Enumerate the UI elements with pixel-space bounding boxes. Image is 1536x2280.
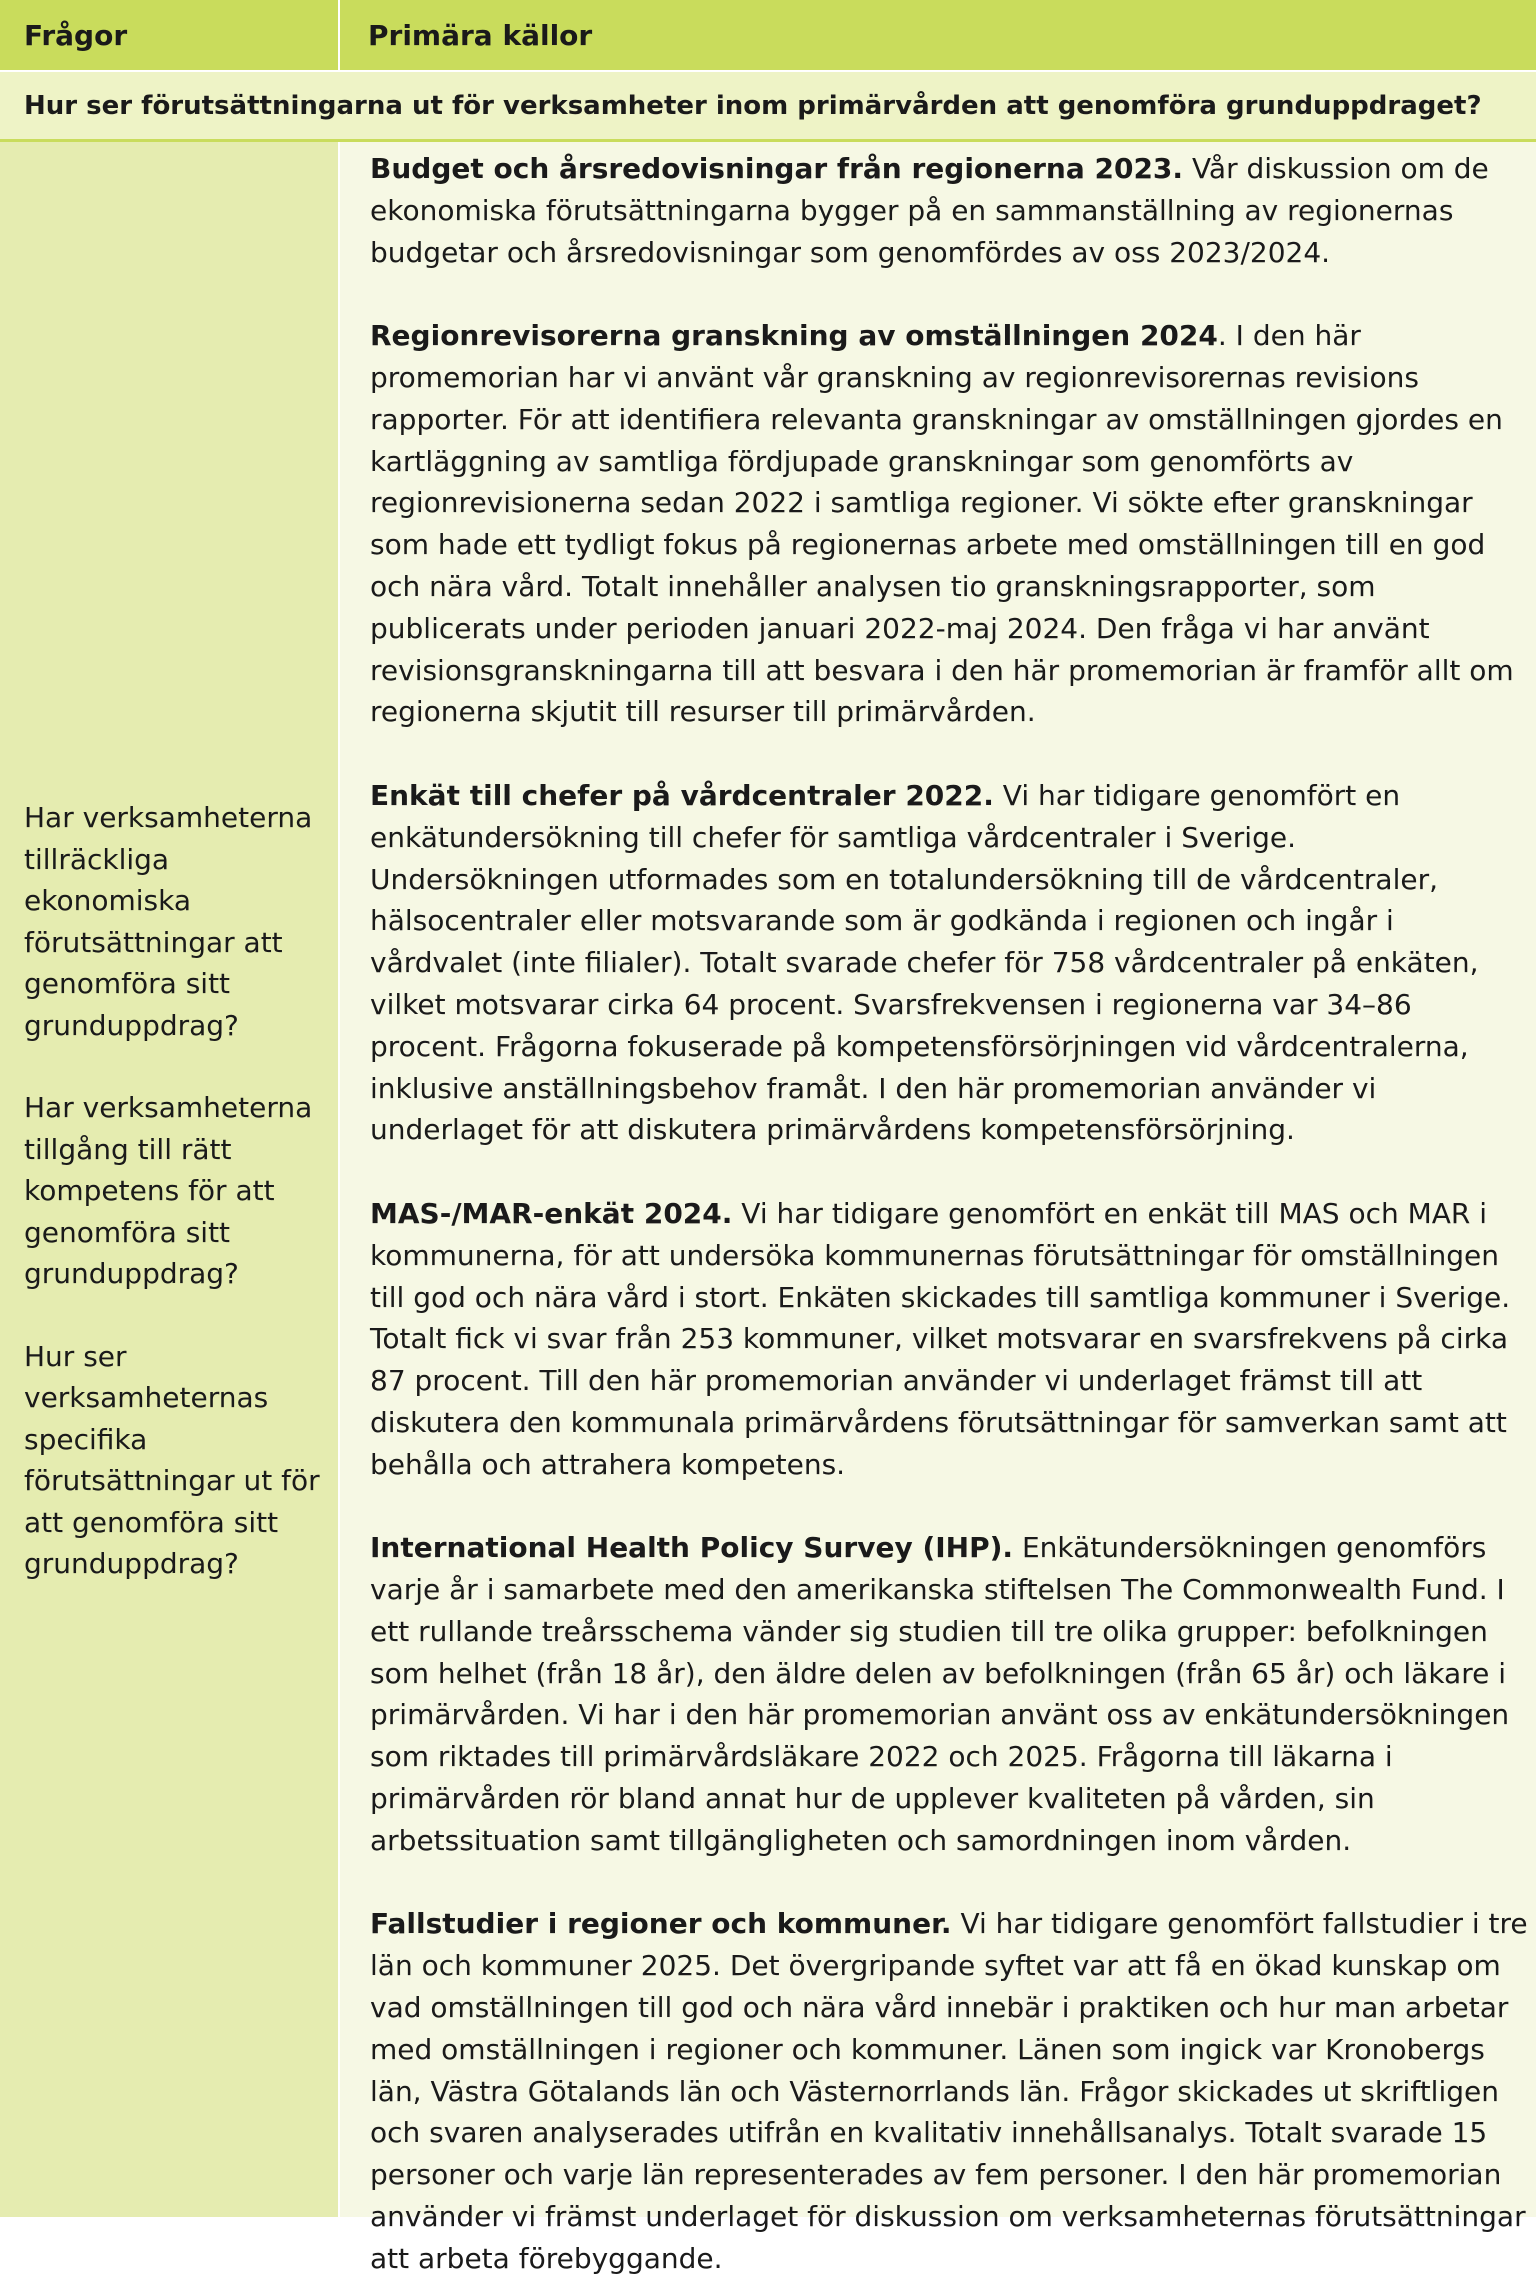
sources-column: [340, 142, 1536, 2275]
question-item: Har verksamheterna tillgång till rätt kompetens för att genomföra sitt grunduppdrag?: [24, 1091, 313, 1290]
source-title: Regionrevisorerna granskning av omställningen 2024: [370, 319, 1218, 353]
source-ihp: [370, 1527, 1528, 1861]
source-title: Fallstudier i regioner och kommuner.: [370, 1907, 952, 1941]
source-budget: [370, 148, 1528, 273]
header-questions: Frågor: [0, 0, 340, 70]
source-text: . I den här promemorian har vi använt vår granskning av regionrevisorernas revisions rapporter. För att identifiera relevanta granskningar av omställningen gjordes en kartläggning av samtliga fördjupade granskningar som genomförts av regionrevisionerna sedan 2022 i samtliga regioner. Vi sökte efter granskningar som hade ett tydligt fokus på regionernas arbete med omställningen till en god och nära vård. Totalt innehåller analysen tio granskningsrapporter, som publicerats under perioden januari 2022-maj 2024. Den fråga vi har använt revisionsgranskningarna till att besvara i den här promemorian är framför allt om regionerna skjutit till resurser till primärvården.: [370, 319, 1514, 729]
question-item: Har verksamheterna tillräckliga ekonomiska förutsättningar att genomföra sitt grunduppdrag?: [24, 801, 313, 1042]
source-text: Vår diskussion om de ekonomiska förutsättningarna bygger på en sammanställning av regionernas budgetar och årsredovisningar som genomfördes av oss 2023/2024.: [370, 152, 1489, 269]
table-header-row: [0, 0, 1536, 72]
source-title: Enkät till chefer på vårdcentraler 2022.: [370, 778, 994, 812]
table-body-row: [0, 142, 1536, 2275]
source-text: Vi har tidigare genomfört en enkät till MAS och MAR i kommunerna, för att undersöka kommunernas förutsättningar för omställningen till god och nära vård i stort. Enkäten skickades till samtliga kommuner i Sverige. Totalt fick vi svar från 253 kommuner, vilket motsvarar en svarsfrekvens på cirka 87 procent. Till den här promemorian använder vi underlaget främst till att diskutera den kommunala primärvårdens förutsättningar för samverkan samt att behålla och attrahera kompetens.: [370, 1196, 1511, 1481]
source-enkat-chefer: [370, 775, 1528, 1151]
source-text: Enkätundersökningen genomförs varje år i samarbete med den amerikanska stiftelsen The Commonwealth Fund. I ett rullande treårsschema vänder sig studien till tre olika grupper: befolkningen som helhet (från 18 år), den äldre delen av befolkningen (från 65 år) och läkare i primärvården. Vi har i den här promemorian använt oss av enkätundersökningen som riktades till primärvårdsläkare 2022 och 2025. Frågorna till läkarna i primärvården rör bland annat hur de upplever kvaliteten på vården, sin arbetssituation samt tillgängligheten och samordningen inom vården.: [370, 1531, 1510, 1857]
source-mas-mar: [370, 1193, 1528, 1486]
source-fallstudier: [370, 1903, 1528, 2279]
source-text: Vi har tidigare genomfört fallstudier i tre län och kommuner 2025. Det övergripande syftet var att få en ökad kunskap om vad omställningen till god och nära vård innebär i praktiken och hur man arbetar med omställningen i regioner och kommuner. Länen som ingick var Kronobergs län, Västra Götalands län och Västernorrlands län. Frågor skickades ut skriftligen och svaren analyserades utifrån en kvalitativ innehållsanalys. Totalt svarade 15 personer och varje län representerades av fem personer. I den här promemorian använder vi främst underlaget för diskussion om verksamheternas förutsättningar att arbeta förebyggande.: [370, 1907, 1528, 2275]
questions-column: [0, 142, 340, 2217]
source-title: MAS-/MAR-enkät 2024.: [370, 1196, 733, 1230]
question-item: Hur ser verksamheternas specifika förutsättningar ut för att genomföra sitt grunduppdrag?: [24, 1339, 320, 1580]
header-sources: Primära källor: [340, 0, 1536, 70]
source-text: Vi har tidigare genomfört en enkätundersökning till chefer för samtliga vårdcentraler i Sverige. Undersökningen utformades som en totalundersökning till de vårdcentraler, hälsocentraler eller motsvarande som är godkända i regionen och ingår i vårdvalet (inte filialer). Totalt svarade chefer för 758 vårdcentraler på enkäten, vilket motsvarar cirka 64 procent. Svarsfrekvensen i regionerna var 34–86 procent. Frågorna fokuserade på kompetensförsörjningen vid vårdcentralerna, inklusive anställningsbehov framåt. I den här promemorian använder vi underlaget för att diskutera primärvårdens kompetensförsörjning.: [370, 778, 1479, 1147]
section-title: Hur ser förutsättningarna ut för verksamheter inom primärvården att genomföra grunduppdraget?: [0, 72, 1536, 142]
source-title: International Health Policy Survey (IHP).: [370, 1531, 1014, 1565]
source-regionrevisorer: [370, 315, 1528, 733]
source-title: Budget och årsredovisningar från regionerna 2023.: [370, 152, 1184, 185]
